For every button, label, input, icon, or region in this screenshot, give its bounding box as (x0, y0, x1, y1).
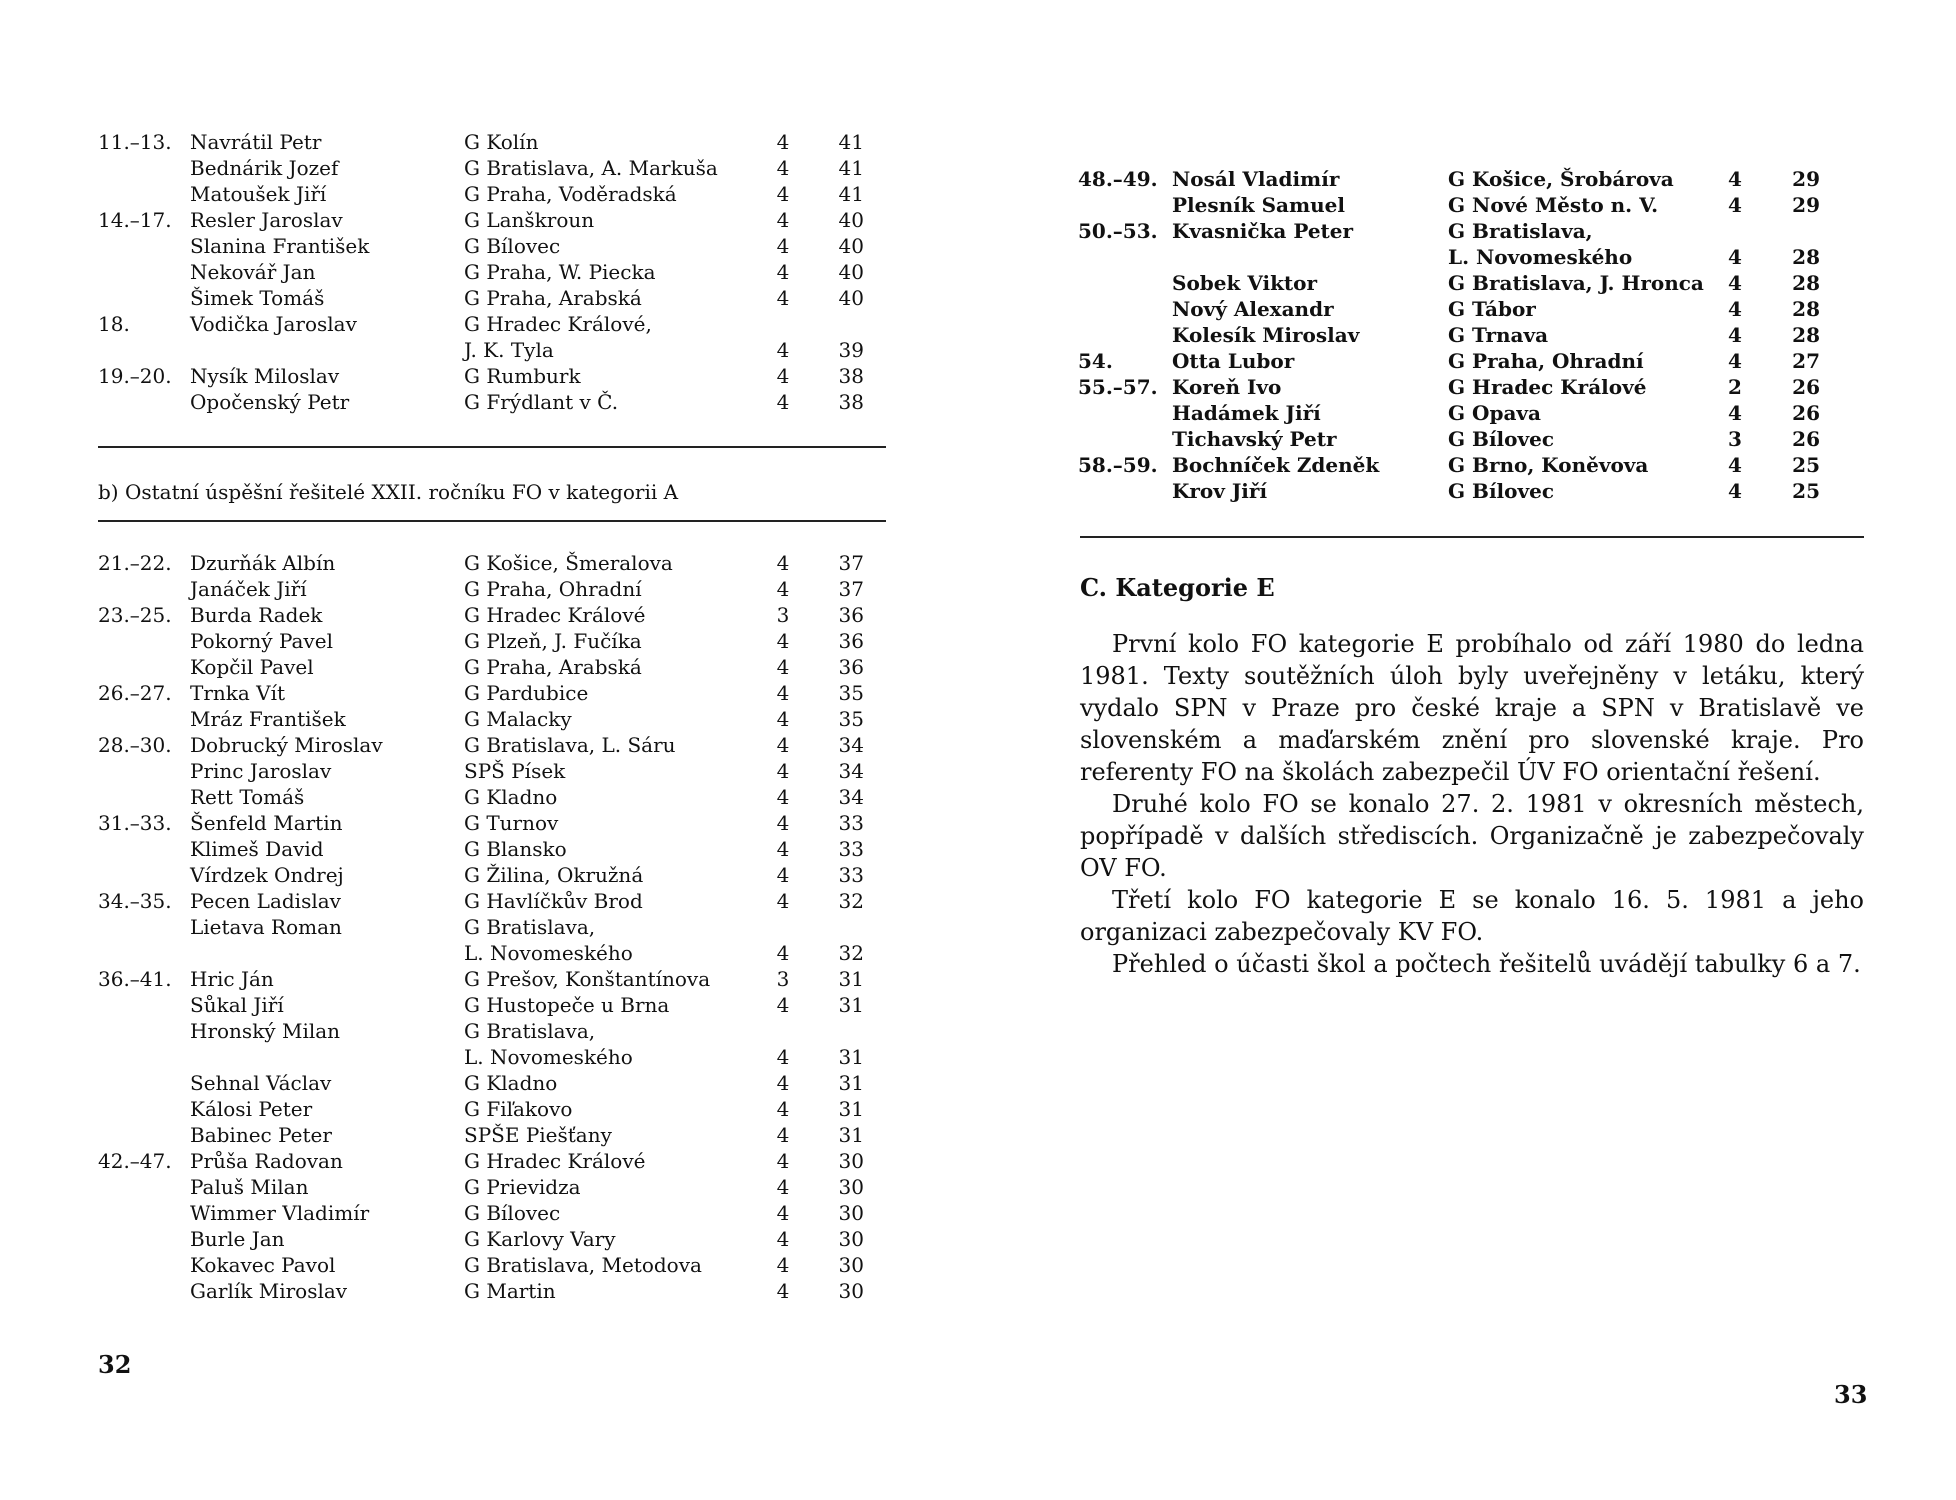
cell-grade: 4 (1728, 453, 1742, 477)
cell-grade: 4 (1728, 271, 1742, 295)
cell-name: Bednárik Jozef (190, 156, 339, 180)
cell-school: G Malacky (464, 707, 572, 731)
cell-school: G Hradec Králové (1448, 375, 1647, 399)
cell-school: G Bílovec (1448, 479, 1555, 503)
cell-name: Koreň Ivo (1172, 375, 1282, 399)
cell-school: G Kolín (464, 130, 539, 154)
cell-school: G Opava (1448, 401, 1541, 425)
table-row (98, 602, 888, 628)
cell-rank: 28.–30. (98, 733, 172, 757)
cell-points: 31 (838, 993, 864, 1017)
cell-school: G Frýdlant v Č. (464, 390, 619, 414)
results-table-continued (1078, 166, 1868, 504)
cell-points: 36 (838, 629, 864, 653)
table-row (1078, 270, 1868, 296)
cell-school: G Prešov, Konštantínova (464, 967, 711, 991)
cell-school: G Rumburk (464, 364, 581, 388)
table-row (98, 259, 888, 285)
cell-school: G Lanškroun (464, 208, 595, 232)
cell-school: G Praha, W. Piecka (464, 260, 656, 284)
page-number: 33 (1834, 1380, 1868, 1409)
table-row (98, 940, 888, 966)
cell-school: G Košice, Šrobárova (1448, 167, 1674, 191)
cell-rank: 18. (98, 312, 130, 336)
cell-grade: 4 (776, 1253, 790, 1277)
cell-school: L. Novomeského (464, 1045, 633, 1069)
table-row (98, 888, 888, 914)
cell-grade: 4 (776, 1175, 790, 1199)
cell-rank: 11.–13. (98, 130, 172, 154)
cell-grade: 4 (1728, 401, 1742, 425)
cell-grade: 4 (776, 1201, 790, 1225)
table-row (1078, 426, 1868, 452)
cell-points: 28 (1792, 323, 1820, 347)
cell-points: 34 (838, 733, 864, 757)
table-row (98, 836, 888, 862)
cell-rank: 48.–49. (1078, 167, 1158, 191)
cell-name: Navrátil Petr (190, 130, 322, 154)
cell-grade: 4 (776, 130, 790, 154)
cell-grade: 4 (776, 681, 790, 705)
cell-grade: 4 (776, 286, 790, 310)
table-row (98, 1148, 888, 1174)
table-row (98, 680, 888, 706)
table-row (98, 1200, 888, 1226)
right-page (978, 0, 1956, 1500)
table-row (98, 129, 888, 155)
cell-points: 25 (1792, 479, 1820, 503)
table-row (98, 1070, 888, 1096)
cell-name: Vodička Jaroslav (190, 312, 357, 336)
cell-grade: 4 (776, 182, 790, 206)
cell-points: 35 (838, 681, 864, 705)
cell-points: 25 (1792, 453, 1820, 477)
cell-school: G Karlovy Vary (464, 1227, 616, 1251)
section-c-heading: C. Kategorie E (1080, 573, 1275, 602)
divider-rule (1080, 536, 1864, 538)
table-row (98, 233, 888, 259)
cell-name: Kokavec Pavol (190, 1253, 336, 1277)
cell-points: 30 (838, 1253, 864, 1277)
cell-points: 31 (838, 1071, 864, 1095)
cell-school: G Žilina, Okružná (464, 863, 644, 887)
table-row (98, 550, 888, 576)
cell-school: L. Novomeského (1448, 245, 1633, 269)
cell-rank: 42.–47. (98, 1149, 172, 1173)
table-row (98, 1018, 888, 1044)
cell-name: Mráz František (190, 707, 346, 731)
cell-school: G Praha, Arabská (464, 655, 642, 679)
cell-school: G Bratislava, L. Sáru (464, 733, 676, 757)
cell-points: 27 (1792, 349, 1820, 373)
cell-name: Sůkal Jiří (190, 993, 284, 1017)
cell-name: Rett Tomáš (190, 785, 305, 809)
cell-school: G Fiľakovo (464, 1097, 573, 1121)
cell-school: G Tábor (1448, 297, 1536, 321)
cell-name: Kvasnička Peter (1172, 219, 1354, 243)
cell-school: G Bílovec (464, 1201, 561, 1225)
cell-name: Sobek Viktor (1172, 271, 1318, 295)
cell-name: Babinec Peter (190, 1123, 332, 1147)
cell-name: Wimmer Vladimír (190, 1201, 370, 1225)
cell-grade: 4 (1728, 323, 1742, 347)
cell-name: Klimeš David (190, 837, 324, 861)
cell-name: Burda Radek (190, 603, 323, 627)
cell-name: Pecen Ladislav (190, 889, 341, 913)
paragraph: Druhé kolo FO se konalo 27. 2. 1981 v okresních městech, popřípadě v dalších střediscích. Organizačně je zabezpečovaly OV FO. (1080, 790, 1864, 882)
cell-grade: 4 (776, 993, 790, 1017)
cell-points: 30 (838, 1175, 864, 1199)
table-row (98, 784, 888, 810)
table-row (1078, 166, 1868, 192)
table-row (98, 992, 888, 1018)
table-row (98, 389, 888, 415)
cell-points: 37 (838, 577, 864, 601)
cell-name: Janáček Jiří (190, 577, 307, 601)
cell-school: G Hradec Králové (464, 603, 646, 627)
table-row (98, 181, 888, 207)
cell-points: 30 (838, 1279, 864, 1303)
cell-name: Hadámek Jiří (1172, 401, 1321, 425)
table-row (98, 862, 888, 888)
cell-name: Princ Jaroslav (190, 759, 332, 783)
table-row (98, 654, 888, 680)
cell-points: 41 (838, 156, 864, 180)
cell-name: Burle Jan (190, 1227, 285, 1251)
cell-school: G Kladno (464, 785, 558, 809)
cell-name: Nysík Miloslav (190, 364, 340, 388)
cell-rank: 50.–53. (1078, 219, 1158, 243)
paragraph: První kolo FO kategorie E probíhalo od září 1980 do ledna 1981. Texty soutěžních úloh byly uveřejněny v letáku, který vydalo SPN v Praze pro české kraje a SPN v Bratislavě ve slovenském a maďarském znění pro slovenské kraje. Pro referenty FO na školách zabezpečil ÚV FO orientační řešení. (1080, 630, 1864, 786)
table-row (1078, 296, 1868, 322)
cell-school: G Bratislava, (464, 915, 596, 939)
cell-school: G Bratislava, Metodova (464, 1253, 702, 1277)
cell-rank: 34.–35. (98, 889, 172, 913)
cell-name: Garlík Miroslav (190, 1279, 348, 1303)
cell-points: 33 (838, 811, 864, 835)
cell-name: Dzurňák Albín (190, 551, 336, 575)
cell-grade: 4 (776, 785, 790, 809)
cell-points: 26 (1792, 401, 1820, 425)
cell-points: 33 (838, 837, 864, 861)
cell-rank: 26.–27. (98, 681, 172, 705)
cell-grade: 4 (776, 390, 790, 414)
cell-school: G Praha, Arabská (464, 286, 642, 310)
cell-name: Šenfeld Martin (190, 811, 343, 835)
cell-grade: 4 (1728, 193, 1742, 217)
table-row (98, 1122, 888, 1148)
cell-points: 32 (838, 941, 864, 965)
cell-school: L. Novomeského (464, 941, 633, 965)
cell-grade: 4 (776, 260, 790, 284)
paragraph: Třetí kolo FO kategorie E se konalo 16. 5. 1981 a jeho organizaci zabezpečovaly KV FO. (1080, 886, 1864, 946)
cell-grade: 4 (1728, 349, 1742, 373)
cell-rank: 54. (1078, 349, 1113, 373)
cell-school: G Hradec Králové, (464, 312, 652, 336)
cell-school: G Pardubice (464, 681, 589, 705)
section-c-body (1080, 628, 1864, 980)
cell-points: 36 (838, 603, 864, 627)
table-row (98, 966, 888, 992)
cell-name: Otta Lubor (1172, 349, 1295, 373)
table-row (98, 337, 888, 363)
table-row (1078, 322, 1868, 348)
cell-points: 30 (838, 1227, 864, 1251)
cell-school: G Martin (464, 1279, 556, 1303)
cell-school: G Havlíčkův Brod (464, 889, 643, 913)
cell-name: Resler Jaroslav (190, 208, 343, 232)
cell-grade: 4 (776, 234, 790, 258)
cell-name: Opočenský Petr (190, 390, 350, 414)
table-row (98, 732, 888, 758)
cell-school: G Bratislava, (464, 1019, 596, 1043)
cell-rank: 36.–41. (98, 967, 172, 991)
cell-school: G Brno, Koněvova (1448, 453, 1649, 477)
cell-school: G Bratislava, J. Hronca (1448, 271, 1704, 295)
cell-name: Kopčil Pavel (190, 655, 314, 679)
cell-rank: 31.–33. (98, 811, 172, 835)
cell-school: G Bílovec (464, 234, 561, 258)
cell-name: Nový Alexandr (1172, 297, 1334, 321)
table-row (98, 1278, 888, 1304)
cell-grade: 4 (776, 364, 790, 388)
cell-grade: 4 (776, 629, 790, 653)
cell-grade: 4 (776, 1149, 790, 1173)
cell-grade: 2 (1728, 375, 1742, 399)
cell-school: G Praha, Voděradská (464, 182, 677, 206)
results-table-bottom (98, 550, 888, 1304)
table-row (1078, 348, 1868, 374)
cell-rank: 14.–17. (98, 208, 172, 232)
table-row (98, 1096, 888, 1122)
table-row (98, 628, 888, 654)
cell-name: Šimek Tomáš (190, 286, 325, 310)
cell-grade: 4 (776, 733, 790, 757)
section-b-title: b) Ostatní úspěšní řešitelé XXII. ročníku FO v kategorii A (98, 480, 679, 504)
cell-name: Kálosi Peter (190, 1097, 313, 1121)
cell-school: G Trnava (1448, 323, 1549, 347)
cell-name: Nosál Vladimír (1172, 167, 1340, 191)
cell-name: Tichavský Petr (1172, 427, 1337, 451)
cell-points: 28 (1792, 297, 1820, 321)
cell-points: 33 (838, 863, 864, 887)
table-row (1078, 400, 1868, 426)
cell-points: 32 (838, 889, 864, 913)
cell-points: 31 (838, 1097, 864, 1121)
cell-grade: 4 (776, 208, 790, 232)
cell-grade: 4 (776, 837, 790, 861)
cell-grade: 4 (776, 156, 790, 180)
cell-grade: 3 (1728, 427, 1742, 451)
cell-school: G Bílovec (1448, 427, 1555, 451)
cell-points: 31 (838, 1045, 864, 1069)
cell-school: G Košice, Šmeralova (464, 551, 673, 575)
cell-name: Trnka Vít (190, 681, 286, 705)
cell-school: G Hradec Králové (464, 1149, 646, 1173)
cell-points: 34 (838, 785, 864, 809)
cell-grade: 4 (776, 1045, 790, 1069)
cell-name: Plesník Samuel (1172, 193, 1346, 217)
cell-school: G Prievidza (464, 1175, 581, 1199)
cell-school: G Praha, Ohradní (1448, 349, 1644, 373)
table-row (1078, 478, 1868, 504)
cell-grade: 4 (1728, 167, 1742, 191)
cell-school: J. K. Tyla (464, 338, 554, 362)
cell-grade: 4 (776, 811, 790, 835)
cell-grade: 4 (776, 863, 790, 887)
divider-rule (98, 446, 886, 448)
cell-name: Hronský Milan (190, 1019, 341, 1043)
cell-points: 26 (1792, 427, 1820, 451)
cell-points: 30 (838, 1201, 864, 1225)
cell-points: 34 (838, 759, 864, 783)
cell-name: Matoušek Jiří (190, 182, 327, 206)
table-row (98, 810, 888, 836)
cell-grade: 4 (776, 1123, 790, 1147)
cell-points: 41 (838, 130, 864, 154)
cell-points: 40 (838, 260, 864, 284)
cell-grade: 3 (776, 603, 790, 627)
cell-points: 39 (838, 338, 864, 362)
table-row (98, 1174, 888, 1200)
cell-grade: 4 (1728, 297, 1742, 321)
cell-grade: 4 (776, 1097, 790, 1121)
table-row (98, 207, 888, 233)
cell-grade: 3 (776, 967, 790, 991)
cell-school: G Bratislava, A. Markuša (464, 156, 718, 180)
cell-points: 38 (838, 390, 864, 414)
cell-name: Krov Jiří (1172, 479, 1268, 503)
cell-points: 31 (838, 967, 864, 991)
cell-name: Nekovář Jan (190, 260, 316, 284)
table-row (1078, 244, 1868, 270)
cell-grade: 4 (1728, 479, 1742, 503)
table-row (1078, 218, 1868, 244)
cell-grade: 4 (776, 577, 790, 601)
cell-points: 29 (1792, 167, 1820, 191)
table-row (98, 914, 888, 940)
cell-name: Kolesík Miroslav (1172, 323, 1360, 347)
results-table-top (98, 129, 888, 415)
cell-name: Průša Radovan (190, 1149, 343, 1173)
cell-rank: 55.–57. (1078, 375, 1158, 399)
table-row (98, 155, 888, 181)
cell-school: G Bratislava, (1448, 219, 1593, 243)
cell-name: Sehnal Václav (190, 1071, 332, 1095)
cell-name: Vírdzek Ondrej (190, 863, 344, 887)
cell-points: 29 (1792, 193, 1820, 217)
table-row (98, 576, 888, 602)
cell-grade: 4 (776, 759, 790, 783)
cell-school: G Hustopeče u Brna (464, 993, 670, 1017)
cell-grade: 4 (776, 551, 790, 575)
cell-grade: 4 (776, 1227, 790, 1251)
cell-school: G Kladno (464, 1071, 558, 1095)
cell-name: Lietava Roman (190, 915, 342, 939)
table-row (98, 1252, 888, 1278)
cell-name: Dobrucký Miroslav (190, 733, 383, 757)
cell-points: 36 (838, 655, 864, 679)
paragraph: Přehled o účasti škol a počtech řešitelů uvádějí tabulky 6 a 7. (1112, 950, 1861, 978)
cell-grade: 4 (776, 338, 790, 362)
page-number: 32 (98, 1350, 132, 1379)
cell-grade: 4 (776, 707, 790, 731)
cell-rank: 58.–59. (1078, 453, 1158, 477)
cell-rank: 19.–20. (98, 364, 172, 388)
cell-points: 26 (1792, 375, 1820, 399)
cell-grade: 4 (776, 889, 790, 913)
cell-rank: 23.–25. (98, 603, 172, 627)
cell-name: Hric Ján (190, 967, 274, 991)
cell-school: G Praha, Ohradní (464, 577, 642, 601)
table-row (98, 706, 888, 732)
cell-points: 40 (838, 286, 864, 310)
cell-school: G Nové Město n. V. (1448, 193, 1659, 217)
cell-points: 30 (838, 1149, 864, 1173)
cell-points: 28 (1792, 271, 1820, 295)
cell-name: Bochníček Zdeněk (1172, 453, 1380, 477)
cell-grade: 4 (776, 1279, 790, 1303)
cell-grade: 4 (1728, 245, 1742, 269)
cell-school: SPŠE Piešťany (464, 1123, 612, 1147)
table-row (98, 1226, 888, 1252)
cell-grade: 4 (776, 655, 790, 679)
table-row (98, 1044, 888, 1070)
divider-rule (98, 520, 886, 522)
table-row (1078, 452, 1868, 478)
cell-points: 35 (838, 707, 864, 731)
cell-points: 37 (838, 551, 864, 575)
cell-points: 41 (838, 182, 864, 206)
cell-school: G Plzeň, J. Fučíka (464, 629, 642, 653)
table-row (98, 285, 888, 311)
table-row (98, 758, 888, 784)
table-row (1078, 192, 1868, 218)
cell-points: 31 (838, 1123, 864, 1147)
cell-grade: 4 (776, 941, 790, 965)
cell-school: SPŠ Písek (464, 759, 566, 783)
table-row (98, 311, 888, 337)
cell-points: 40 (838, 234, 864, 258)
table-row (98, 363, 888, 389)
cell-name: Paluš Milan (190, 1175, 309, 1199)
cell-name: Pokorný Pavel (190, 629, 333, 653)
cell-points: 28 (1792, 245, 1820, 269)
cell-school: G Turnov (464, 811, 559, 835)
table-row (1078, 374, 1868, 400)
cell-points: 38 (838, 364, 864, 388)
cell-grade: 4 (776, 1071, 790, 1095)
cell-rank: 21.–22. (98, 551, 172, 575)
cell-points: 40 (838, 208, 864, 232)
cell-name: Slanina František (190, 234, 370, 258)
cell-school: G Blansko (464, 837, 567, 861)
